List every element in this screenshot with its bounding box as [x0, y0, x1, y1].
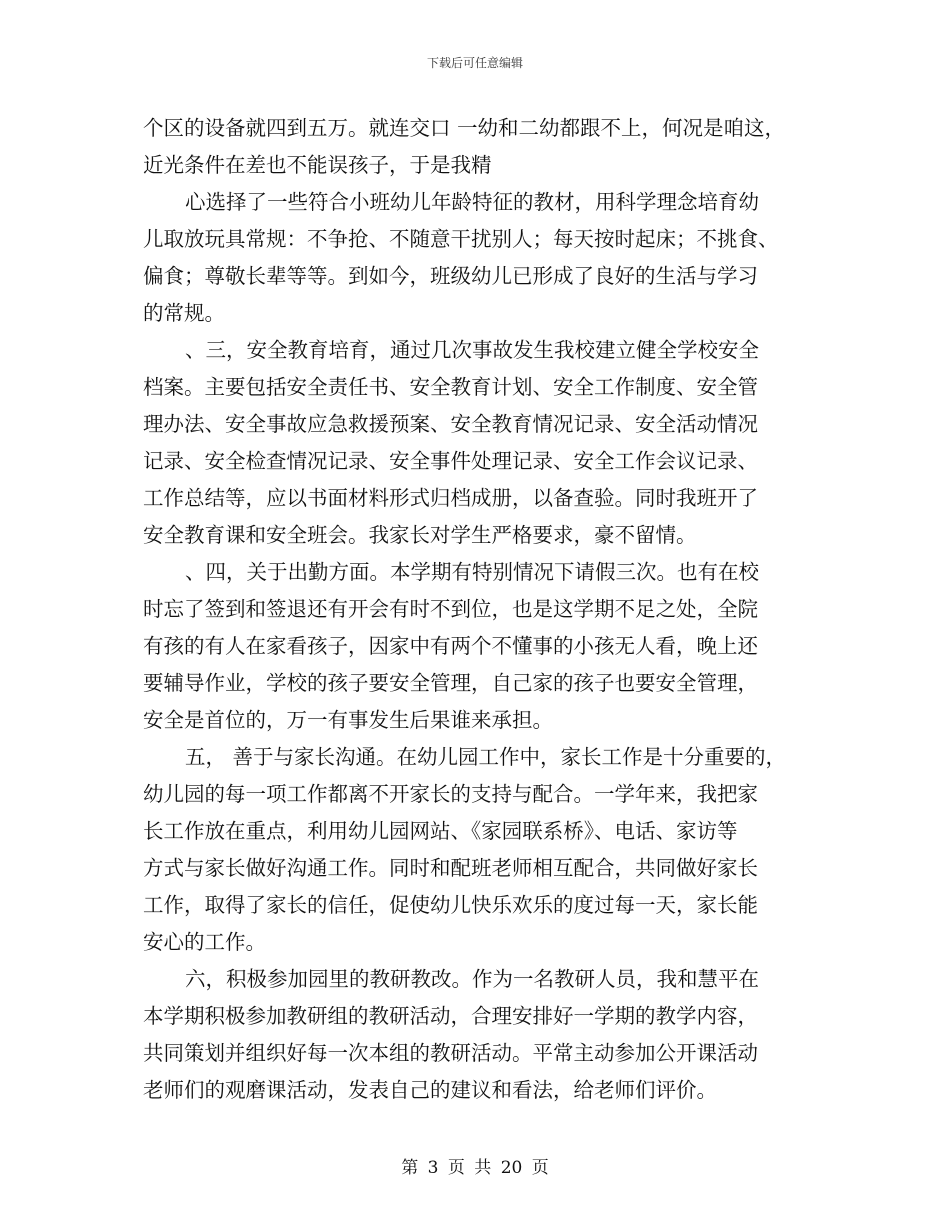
text-line-26: 共同策划并组织好每一次本组的教研活动。平常主动参加公开课活动 — [143, 1041, 758, 1065]
text-line-6: 的常规。 — [143, 301, 225, 325]
page-footer: 第 3 页 共 20 页 — [401, 1158, 549, 1178]
text-line-23: 安心的工作。 — [143, 930, 266, 954]
text-line-3: 心选择了一些符合小班幼儿年龄特征的教材，用科学理念培育幼 — [185, 190, 759, 214]
text-line-13: 、四，关于出勤方面。本学期有特别情况下请假三次。也有在校 — [185, 560, 759, 584]
text-line-7: 、三，安全教育培育，通过几次事故发生我校建立健全学校安全 — [185, 338, 759, 362]
page-header: 下载后可任意编辑 — [426, 56, 523, 70]
text-line-27: 老师们的观磨课活动，发表自己的建议和看法，给老师们评价。 — [143, 1078, 717, 1102]
text-line-21: 方式与家长做好沟通工作。同时和配班老师相互配合，共同做好家长 — [143, 856, 758, 880]
text-line-11: 工作总结等，应以书面材料形式归档成册，以备查验。同时我班开了 — [143, 486, 758, 510]
text-line-2: 近光条件在差也不能误孩子，于是我精 — [143, 153, 492, 177]
text-line-22: 工作，取得了家长的信任，促使幼儿快乐欢乐的度过每一天，家长能 — [143, 893, 758, 917]
text-line-14: 时忘了签到和签退还有开会有时不到位，也是这学期不足之处，全院 — [143, 597, 758, 621]
text-line-18: 五， 善于与家长沟通。在幼儿园工作中，家长工作是十分重要的， — [185, 745, 787, 769]
text-line-15: 有孩的有人在家看孩子，因家中有两个不懂事的小孩无人看，晚上还 — [143, 634, 758, 658]
document-body — [143, 110, 833, 1109]
text-line-25: 本学期积极参加教研组的教研活动，合理安排好一学期的教学内容， — [143, 1004, 758, 1028]
text-line-20: 长工作放在重点，利用幼儿园网站、《家园联系桥》、电话、家访等 — [143, 819, 738, 843]
text-line-17: 安全是首位的，万一有事发生后果谁来承担。 — [143, 708, 553, 732]
text-line-5: 偏食；尊敬长辈等等。到如今，班级幼儿已形成了良好的生活与学习 — [143, 264, 758, 288]
text-line-24: 六，积极参加园里的教研教改。作为一名教研人员，我和慧平在 — [185, 967, 759, 991]
text-line-16: 要辅导作业，学校的孩子要安全管理，自己家的孩子也要安全管理， — [143, 671, 758, 695]
text-line-10: 记录、安全检查情况记录、安全事件处理记录、安全工作会议记录、 — [143, 449, 758, 473]
text-line-12: 安全教育课和安全班会。我家长对学生严格要求，豪不留情。 — [143, 523, 697, 547]
text-line-1: 个区的设备就四到五万。就连交口 一幼和二幼都跟不上，何况是咱这， — [143, 116, 786, 140]
text-line-19: 幼儿园的每一项工作都离不开家长的支持与配合。一学年来，我把家 — [143, 782, 758, 806]
text-line-9: 理办法、安全事故应急救援预案、安全教育情况记录、安全活动情况 — [143, 412, 758, 436]
text-line-8: 档案。主要包括安全责任书、安全教育计划、安全工作制度、安全管 — [143, 375, 758, 399]
text-line-4: 儿取放玩具常规：不争抢、不随意干扰别人；每天按时起床；不挑食、 — [143, 227, 779, 251]
